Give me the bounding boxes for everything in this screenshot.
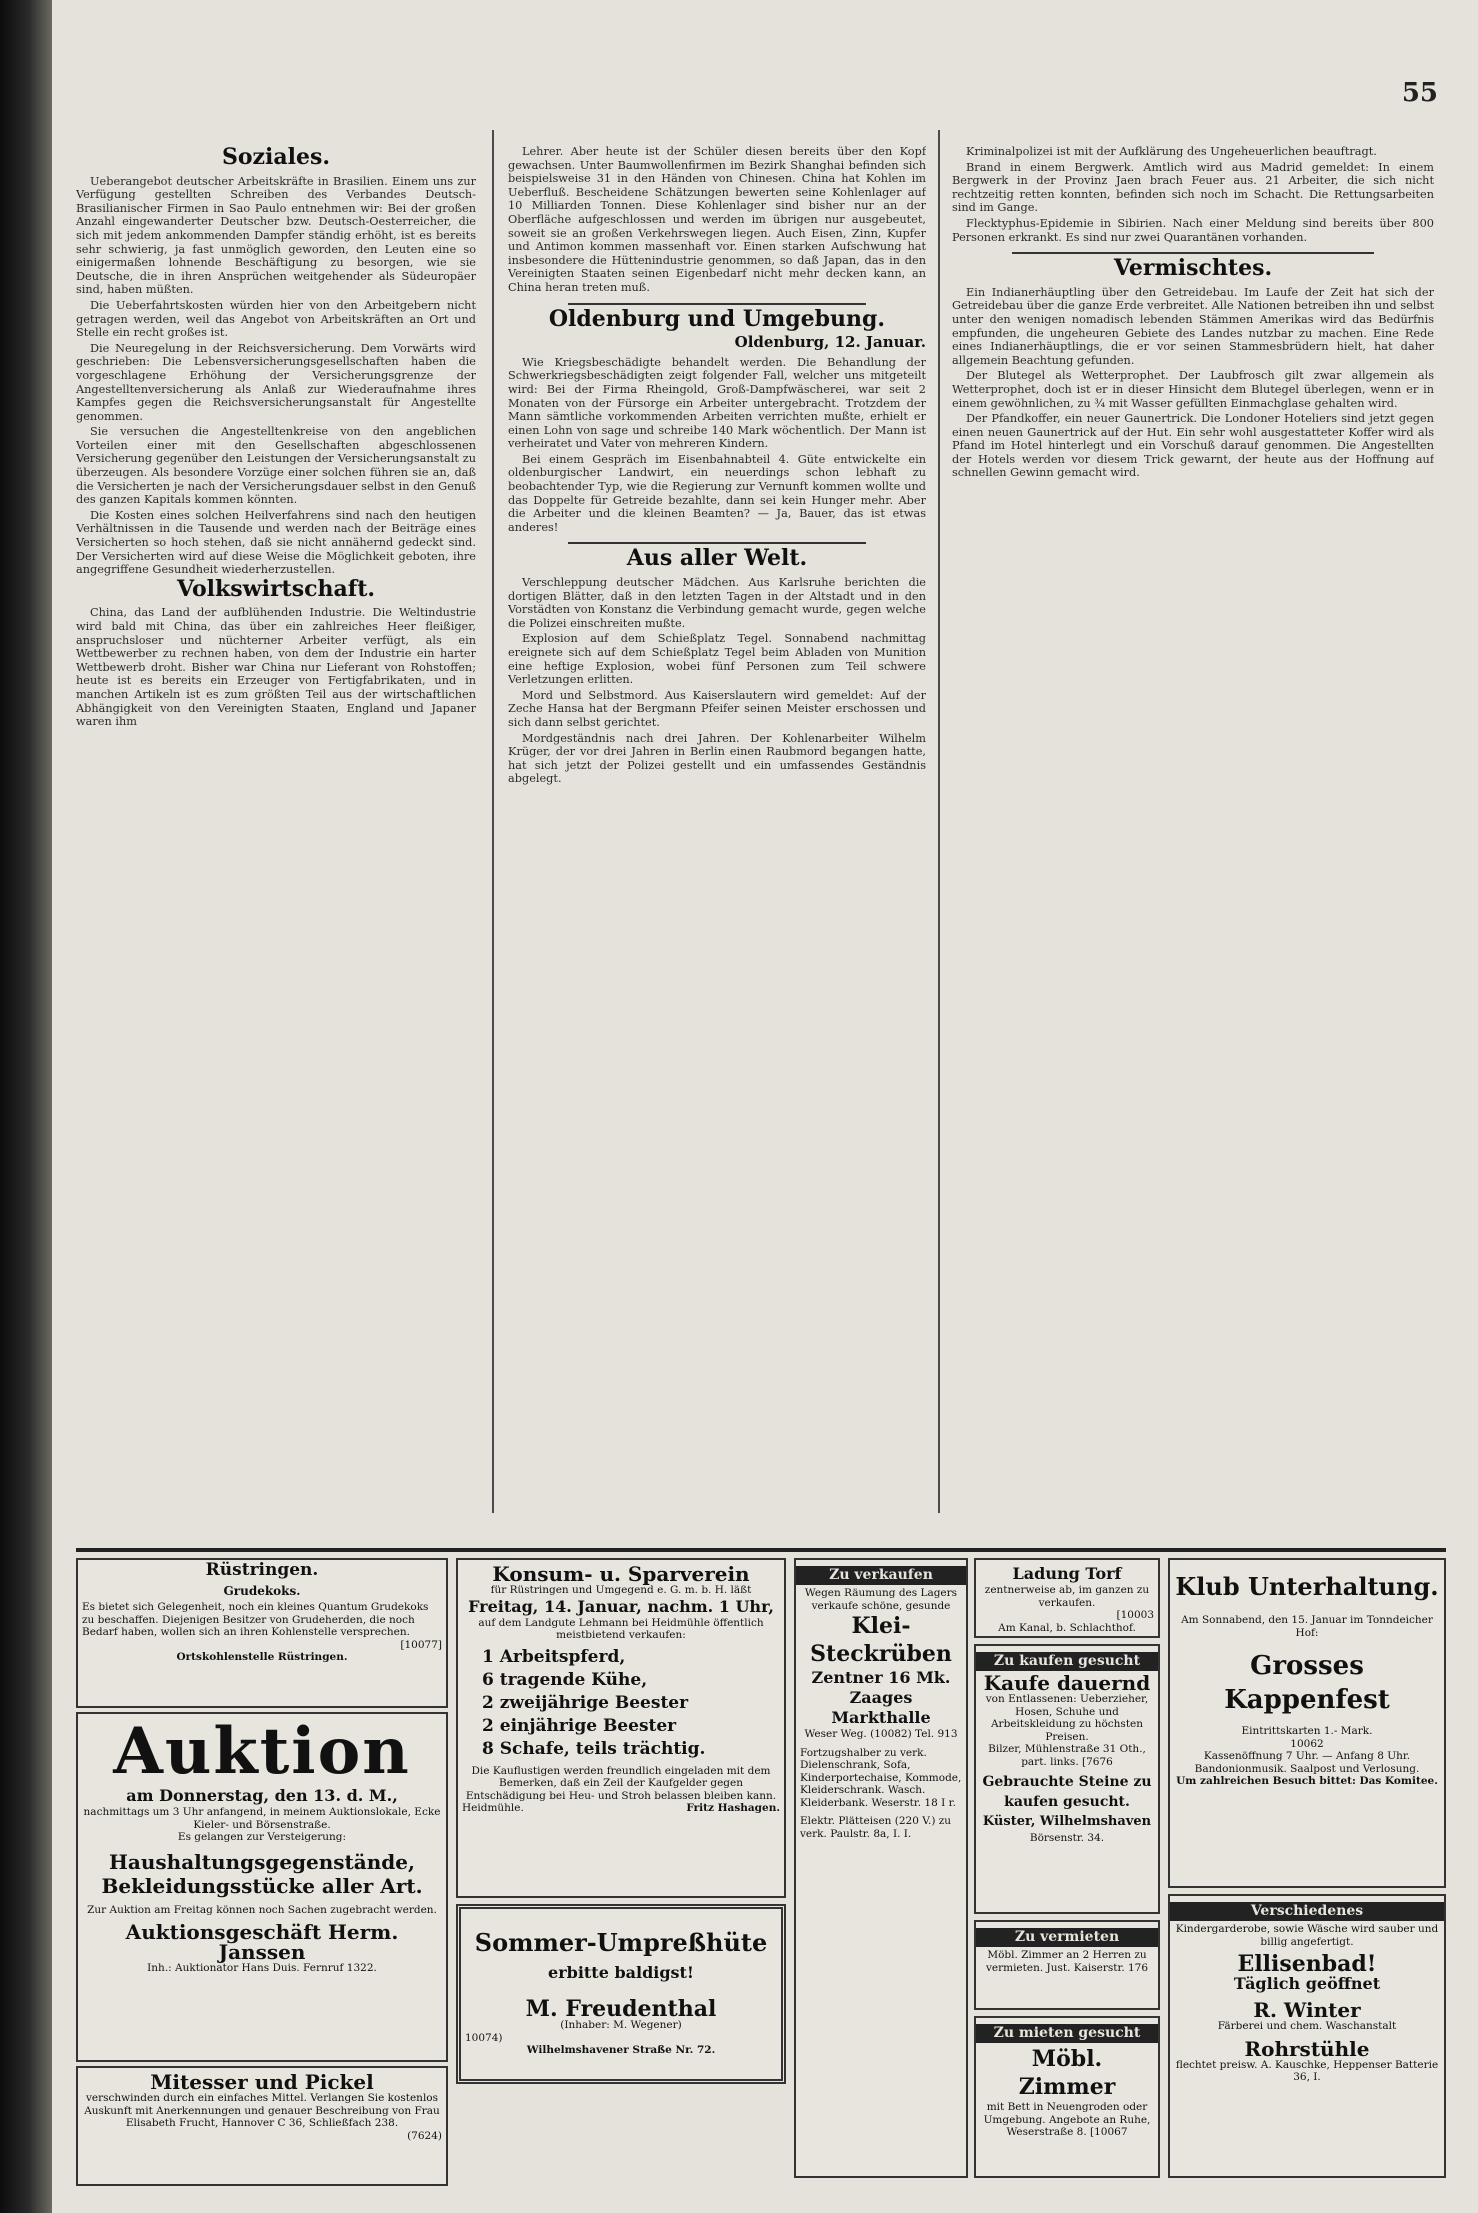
article-paragraph: China, das Land der aufblühenden Industrie. Die Weltindustrie wird bald mit China, das über ein zahlreiches Heer fleißiger, anspruchsloser und nüchterner Arbeiter verfügt, als ein Wettbewerber zu rechnen haben, von dem der Industrie ein harter Wettbewerb droht. Bisher war China nur Lieferant von Rohstoffen; heute ist es bereits ein Erzeuger von Fertigfabrikaten, und in manchen Artikeln ist es zum größten Teil aus der wirtschaftlichen Abhängigkeit von den Vereinigten Staaten, England und Japaner waren ihm — [76, 606, 476, 729]
article-paragraph: Bei einem Gespräch im Eisenbahnabteil 4. Güte entwickelte ein oldenburgischer Landwirt, ein neuerdings schon lebhaft zu beobachtender Typ, wie die Regierung zur Vernunft kommen wollte und das Doppelte für Getreide bezahlte, dann sei kein Hunger mehr. Aber die Arbeiter und die kleinen Beamten? — Ja, Bauer, das ist etwas anderes! — [508, 452, 926, 534]
article-paragraph: Flecktyphus-Epidemie in Sibirien. Nach einer Meldung sind bereits über 800 Personen erkrankt. Es sind nur zwei Quarantänen vorhanden. — [952, 216, 1434, 244]
ad-text: Elektr. Plätteisen (220 V.) zu verk. Paulstr. 8a, I. I. — [800, 1815, 952, 1840]
article-paragraph: Wie Kriegsbeschädigte behandelt werden. Die Behandlung der Schwerkriegsbeschädigten zeigt folgender Fall, welcher uns mitgeteilt wird: Bei der Firma Rheingold, Groß-Dampfwäscherei, war seit 2 Monaten von der Fürsorge ein Arbeiter untergebracht. Trotzdem der Mann sämtliche vorkommenden Arbeiten verrichten mußte, erhielt er einen Lohn von sage und schreibe 140 Mark wöchentlich. Der Mann ist verheiratet und Vater von mehreren Kindern. — [508, 355, 926, 451]
ad-header: Zu mieten gesucht — [976, 2024, 1158, 2043]
ad-text: auf dem Landgute Lehmann bei Heidmühle öffentlich meistbietend verkaufen: — [478, 1616, 764, 1641]
ad-header: Zu verkaufen — [796, 1566, 966, 1585]
ad-subtitle: für Rüstringen und Umgegend e. G. m. b. H. läßt — [490, 1584, 752, 1596]
ad-text: Wegen Räumung des Lagers verkaufe schöne, gesunde — [804, 1587, 958, 1612]
ad-text: nachmittags um 3 Uhr anfangend, in meinem Auktionslokale, Ecke Kieler- und Börsenstraße. — [83, 1806, 441, 1831]
ad-title: Klub Unterhaltung. — [1175, 1572, 1439, 1601]
ad-footer — [462, 1802, 780, 1815]
ad-text: Die Kauflustigen werden freundlich eingeladen mit dem Bemerken, daß ein Zeil der Kaufgelder gegen Entschädigung bei Heu- und Stroh belassen bleiben kann. — [465, 1764, 777, 1802]
article-paragraph: Verschleppung deutscher Mädchen. Aus Karlsruhe berichten die dortigen Blätter, daß in den letzten Tagen in der Altstadt und in den Vorstädten von Konstanz die Verbindung gemacht wurde, gegen welche die Polizei einschreiten mußte. — [508, 576, 926, 630]
column-3 — [952, 145, 1434, 1513]
column-1 — [76, 145, 476, 1513]
ad-mieten — [974, 2016, 1160, 2178]
ad-firm: Zaages Markthalle — [831, 1688, 931, 1727]
ad-title: Ladung Torf — [1012, 1564, 1122, 1583]
article-paragraph: Die Neuregelung in der Reichsversicherung. Dem Vorwärts wird geschrieben: Die Lebensversicherungsgesellschaften haben die vorgeschlagene Erhöhung der Versicherungsgrenze der Angestelltenversicherung als Anlaß zur Wiederaufnahme ihres Kampfes gegen die Reichsversicherungsanstalt für Angestellte genommen. — [76, 341, 476, 423]
ad-number: 10062 — [1290, 1737, 1324, 1750]
ad-title: Konsum- u. Sparverein — [492, 1562, 750, 1586]
ad-firm: Ellisenbad! — [1237, 1951, 1377, 1977]
page-number: 55 — [1401, 78, 1438, 108]
ad-kaufen — [974, 1644, 1160, 1914]
list-item: 8 Schafe, teils trächtig. — [482, 1738, 706, 1759]
article-paragraph: Mord und Selbstmord. Aus Kaiserslautern wird gemeldet: Auf der Zeche Hansa hat der Bergmann Pfeifer seinen Meister erschossen und sich dann selbst gerichtet. — [508, 688, 926, 729]
ad-price: Zentner 16 Mk. — [811, 1668, 951, 1687]
article-paragraph: Kriminalpolizei ist mit der Aufklärung des Ungeheuerlichen beauftragt. — [966, 145, 1377, 158]
article-paragraph: Explosion auf dem Schießplatz Tegel. Sonnabend nachmittag ereignete sich auf dem Schießplatz Tegel beim Abladen von Munition eine heftige Explosion, wobei fünf Personen zum Teil schwere Verletzungen erlitten. — [508, 632, 926, 687]
ad-firm: Küster, Wilhelmshaven — [982, 1814, 1152, 1829]
ad-date: Am Sonnabend, den 15. Januar im Tonndeicher Hof: — [1181, 1614, 1433, 1639]
ad-text: Zur Auktion am Freitag können noch Sachen zugebracht werden. — [87, 1903, 437, 1916]
ad-big: Grosses Kappenfest — [1224, 1651, 1390, 1715]
list-item: 6 tragende Kühe, — [482, 1669, 648, 1690]
ad-firm: M. Freudenthal — [525, 1996, 717, 2022]
column-rule — [492, 130, 494, 1513]
section-heading-vermischtes: Vermischtes. — [1113, 255, 1273, 282]
ad-owner: Inh.: Auktionator Hans Duis. Fernruf 1322. — [147, 1962, 377, 1974]
ad-text: Kindergarderobe, sowie Wäsche wird sauber und billig angefertigt. — [1175, 1923, 1439, 1948]
ad-address: Wilhelmshavener Straße Nr. 72. — [526, 2044, 716, 2056]
ad-firm: Rohrstühle — [1244, 2036, 1370, 2061]
ad-title: Auktion — [113, 1714, 411, 1789]
ad-text: Täglich geöffnet — [1233, 1974, 1381, 1993]
article-paragraph: Der Blutegel als Wetterprophet. Der Laubfrosch gilt zwar allgemein als Wetterprophet, doch ist er in dieser Hinsicht dem Blutegel überlegen, wenn er in einem gewöhnlichen, zu ¾ mit Wasser gefüllten Einmachglase gehalten wird. — [952, 369, 1434, 410]
ad-number: [10003 — [1116, 1609, 1154, 1621]
ad-big: Möbl. Zimmer — [1018, 2046, 1116, 2100]
ad-title: Sommer-Umpreßhüte — [474, 1928, 768, 1957]
divider — [568, 542, 866, 544]
article-paragraph: Ueberangebot deutscher Arbeitskräfte in Brasilien. Einem uns zur Verfügung gestellten Schreiben des Verbandes Deutsch-Brasilianischer Firmen in Sao Paulo entnehmen wir: Bei der großen Anzahl eingewanderter Deutscher bzw. Deutsch-Oesterreicher, die sich mit jedem ankommenden Dampfer ständig erhöht, ist es bereits sehr schwierig, ja fast unmöglich geworden, den Leuten eine so einigermaßen lohnende Beschäftigung zu besorgen, wie sie Deutsche, die in ihren Ansprüchen weitgehender als Südeuropäer sind, haben müßten. — [76, 174, 476, 297]
ad-header: Zu vermieten — [976, 1928, 1158, 1947]
list-item: 2 zweijährige Beester — [482, 1692, 689, 1713]
ad-item-list — [462, 1646, 780, 1761]
ad-text: Um zahlreichen Besuch bittet: Das Komitee. — [1176, 1775, 1438, 1787]
ad-owner: (Inhaber: M. Wegener) — [560, 2019, 682, 2031]
ad-address: Weser Weg. (10082) Tel. 913 — [804, 1728, 958, 1740]
advertisement-section — [76, 1548, 1446, 2192]
ad-firm: R. Winter — [1253, 1998, 1361, 2022]
ad-header: Verschiedenes — [1170, 1902, 1444, 1921]
ad-entry: Eintrittskarten 1.- Mark. — [1241, 1725, 1373, 1737]
article-paragraph: Mordgeständnis nach drei Jahren. Der Kohlenarbeiter Wilhelm Krüger, der vor drei Jahren in Berlin einen Raubmord begangen hatte, hat sich jetzt der Polizei gestellt und ein umfassendes Geständnis abgelegt. — [508, 731, 926, 786]
ad-big: Klei-Steckrüben — [810, 1613, 952, 1667]
list-item: 1 Arbeitspferd, — [482, 1646, 626, 1667]
ad-items: Haushaltungsgegenstände, Bekleidungsstücke aller Art. — [101, 1849, 423, 1898]
ad-torf — [974, 1558, 1160, 1638]
ad-number: [10077] — [400, 1638, 442, 1651]
ad-date: am Donnerstag, den 13. d. M., — [126, 1786, 398, 1805]
section-heading-aus-aller-welt: Aus aller Welt. — [626, 545, 808, 572]
ad-subtitle: erbitte baldigst! — [548, 1963, 694, 1982]
article-paragraph: Die Kosten eines solchen Heilverfahrens sind nach den heutigen Verhältnissen in die Tausende und werden nach der Beiträge eines Versicherten so hoch stehen, daß sie nicht annähernd gedeckt sind. Der Versicherten wird auf diese Weise die Möglichkeit geboten, ihre angegriffene Gesundheit wiederherzustellen. — [76, 508, 476, 577]
ad-mitesser — [76, 2066, 448, 2186]
ad-text: mit Bett in Neuengroden oder Umgebung. Angebote an Ruhe, Weserstraße 8. [10067 — [983, 2101, 1151, 2138]
divider — [1012, 252, 1374, 254]
article-paragraph: Der Pfandkoffer, ein neuer Gaunertrick. Die Londoner Hoteliers sind jetzt gegen einen neuen Gaunertrick auf der Hut. Ein sehr wohl ausgestatteter Koffer wird als Pfand im Hotel hinterlegt und ein Vorschuß darauf genommen. Die Angestellten der Hotels werden vor diesem Trick gewarnt, der heute aus der Hoffnung auf schnellen Gewinn gemacht wird. — [952, 412, 1434, 480]
ad-number: (7624) — [407, 2129, 442, 2142]
ad-title: Mitesser und Pickel — [150, 2070, 374, 2094]
ad-text: von Entlassenen: Ueberzieher, Hosen, Schuhe und Arbeitskleidung zu höchsten Preisen. — [985, 1693, 1149, 1743]
ad-auktion — [76, 1712, 448, 2062]
article-paragraph: Ein Indianerhäuptling über den Getreidebau. Im Laufe der Zeit hat sich der Getreidebau über die ganze Erde verbreitet. Alle Nationen betreiben ihn und selbst unter den wenigen nomadisch lebenden Stämmen Amerikas wird das Bedürfnis empfunden, die ungeheuren Gebiete des Landes nutzbar zu machen. Eine Rede eines Indianerhäuptlings, die er vor seinen Stammesbrüdern hielt, hat daher allgemein Beachtung gefunden. — [952, 285, 1434, 367]
ad-place: Heidmühle. — [462, 1802, 524, 1814]
newspaper-page — [52, 0, 1478, 2213]
film-border — [0, 0, 52, 2213]
ad-text: Es gelangen zur Versteigerung: — [177, 1831, 347, 1843]
column-rule — [938, 130, 940, 1513]
divider — [568, 303, 866, 305]
ad-text: Es bietet sich Gelegenheit, noch ein kleines Quantum Grudekoks zu beschaffen. Diejenigen Besitzer von Grudeherden, die noch Bedarf haben, wollen sich an ihren Kohlenstelle versprechen. — [82, 1601, 429, 1638]
ad-address: Börsenstr. 34. — [1029, 1832, 1105, 1844]
ad-date: Freitag, 14. Januar, nachm. 1 Uhr, — [468, 1596, 774, 1616]
ad-vermieten — [974, 1920, 1160, 2010]
ad-item: Gebrauchte Steine zu kaufen gesucht. — [982, 1774, 1152, 1810]
ad-text: Fortzugshalber zu verk. Dielenschrank, Sofa, Kinderportechaise, Kommode, Kleiderschrank. Wasch. Kleiderbank. Weserstr. 18 I r. — [800, 1746, 962, 1809]
section-heading-volkswirtschaft: Volkswirtschaft. — [176, 575, 376, 602]
ad-text: Möbl. Zimmer an 2 Herren zu vermieten. Just. Kaiserstr. 176 — [985, 1949, 1149, 1974]
ad-verschiedenes — [1168, 1894, 1446, 2178]
article-paragraph: Sie versuchen die Angestelltenkreise von den angeblichen Vorteilen einer mit den Gesellschaften abgeschlossenen Versicherung gegenüber den Leistungen der Versicherungsanstalt zu überzeugen. Als besondere Vorzüge einer solchen führen sie an, daß die Versicherten je nach der Versicherungsdauer selbst in den Genuß des ganzen Kapitals kommen könnten. — [76, 425, 476, 507]
ad-text: Bandonionmusik. Saalpost und Verlosung. — [1194, 1762, 1420, 1775]
article-paragraph: Brand in einem Bergwerk. Amtlich wird aus Madrid gemeldet: In einem Bergwerk in der Provinz Jaen brach Feuer aus. 21 Arbeiter, die sich nicht rechtzeitig retten konnten, befinden sich noch im Schacht. Die Rettungsarbeiten sind im Gange. — [952, 160, 1434, 215]
ad-signature: Fritz Hashagen. — [686, 1802, 780, 1814]
ad-verkaufen — [794, 1558, 968, 2178]
ad-signature: Ortskohlenstelle Rüstringen. — [176, 1651, 348, 1663]
ad-address: Am Kanal, b. Schlachthof. — [998, 1621, 1136, 1634]
ad-konsum — [456, 1558, 786, 1898]
ad-subtitle: Grudekoks. — [223, 1584, 301, 1598]
article-paragraph: Lehrer. Aber heute ist der Schüler diesen bereits über den Kopf gewachsen. Unter Baumwollenfirmen im Bezirk Shanghai befinden sich beispielsweise 31 in den Händen von Chinesen. China hat Kohlen im Ueberfluß. Bescheidene Schätzungen bewerten seine Kohlenlager auf 10 Milliarden Tonnen. Diese Kohlenlager sind bisher nur an der Oberfläche aufgeschlossen und werden im übrigen nur ausgebeutet, soweit sie an großen Verkehrswegen liegen. Auch Eisen, Zinn, Kupfer und Antimon kommen massenhaft vor. Einen starken Aufschwung hat insbesondere die Hüttenindustrie genommen, so daß Japan, das in den Vereinigten Staaten seinen Eigenbedarf nicht mehr decken kann, an China heran treten muß. — [508, 145, 926, 294]
ad-firm: Auktionsgeschäft Herm. Janssen — [125, 1920, 399, 1964]
ad-title: Rüstringen. — [205, 1560, 319, 1580]
ad-freudenthal — [456, 1904, 786, 2084]
ad-ruestringen — [76, 1558, 448, 1708]
dateline: Oldenburg, 12. Januar. — [734, 333, 926, 352]
section-heading-soziales: Soziales. — [221, 145, 331, 170]
ad-text: zentnerweise ab, im ganzen zu verkaufen. — [984, 1584, 1150, 1609]
article-paragraph: Die Ueberfahrtskosten würden hier von den Arbeitgebern nicht getragen werden, weil das Angebot von Arbeitskräften an Ort und Stelle ein recht großes ist. — [76, 298, 476, 340]
ad-address: Bilzer, Mühlenstraße 31 Oth., part. links. [7676 — [988, 1743, 1146, 1768]
section-heading-oldenburg: Oldenburg und Umgebung. — [548, 305, 886, 332]
ad-text: verschwinden durch ein einfaches Mittel. Verlangen Sie kostenlos Auskunft mit Anerkennungen und genauer Beschreibung von Frau Elisabeth Frucht, Hannover C 36, Schließfach 238. — [84, 2092, 440, 2129]
ad-number: 10074) — [465, 2031, 503, 2044]
ad-text: Färberei und chem. Waschanstalt — [1217, 2020, 1397, 2032]
column-2 — [508, 145, 926, 1513]
ad-klub — [1168, 1558, 1446, 1888]
ad-header: Zu kaufen gesucht — [976, 1652, 1158, 1671]
ad-text: flechtet preisw. A. Kauschke, Heppenser Batterie 36, I. — [1175, 2058, 1439, 2083]
ad-big: Kaufe dauernd — [983, 1671, 1151, 1695]
list-item: 2 einjährige Beester — [482, 1715, 677, 1736]
ad-text: Kassenöffnung 7 Uhr. — Anfang 8 Uhr. — [1203, 1750, 1411, 1762]
